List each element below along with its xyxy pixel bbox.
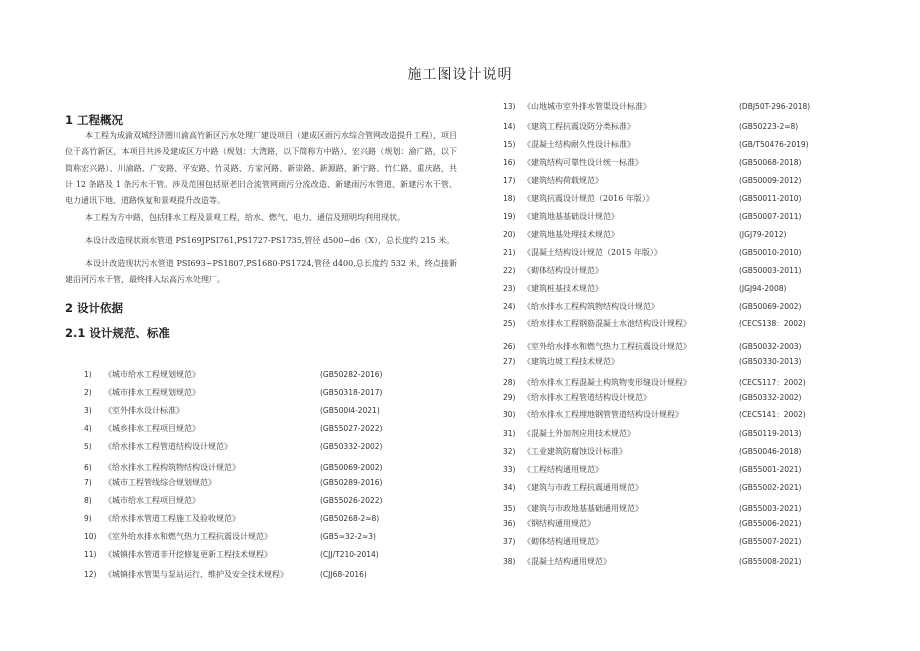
standard-item	[503, 193, 903, 205]
standard-number: 22)	[503, 266, 516, 275]
standard-number: 29)	[503, 393, 516, 402]
standard-code: (GB55026-2022)	[320, 496, 383, 505]
standard-name: 《城市排水工程规划规范》	[104, 388, 200, 397]
standard-item	[84, 495, 484, 507]
standard-item	[503, 446, 903, 458]
standard-item	[503, 377, 903, 389]
standard-code: (GB55006-2021)	[739, 519, 802, 528]
standard-item	[503, 518, 903, 530]
standard-number: 3)	[84, 406, 92, 415]
standard-number: 33)	[503, 465, 516, 474]
standard-number: 20)	[503, 230, 516, 239]
standard-name: 《室外排水设计标准》	[104, 406, 184, 415]
standard-name: 《给水排水工程钢筋混凝土水池结构设计规程》	[523, 319, 691, 328]
page-title: 施工图设计说明	[407, 67, 513, 83]
standard-name: 《室外给水排水和燃气热力工程抗震设计规范》	[523, 342, 691, 351]
standard-item	[503, 556, 903, 568]
standard-name: 《给水排水工程管道结构设计规范》	[523, 393, 651, 402]
standard-number: 38)	[503, 557, 516, 566]
standard-code: (GB50010-2010)	[739, 248, 802, 257]
standard-name: 《建筑与市政工程抗震通用规范》	[523, 483, 643, 492]
standard-item	[503, 157, 903, 169]
standard-item	[503, 301, 903, 313]
standard-code: (GB50068-2018)	[739, 158, 802, 167]
standard-code: (GB50332-2002)	[739, 393, 802, 402]
standard-name: 《混凝土外加剂应用技术规范》	[523, 429, 635, 438]
standard-name: 《城镇排水管渠与泵站运行、维护及安全技术规程》	[104, 570, 288, 579]
standard-code: (GB5≈32-2≈3)	[320, 532, 376, 541]
standard-item	[503, 211, 903, 223]
standard-item	[503, 318, 903, 330]
standard-code: (GB50289-2016)	[320, 478, 383, 487]
standard-number: 37)	[503, 537, 516, 546]
standard-name: 《给水排水工程埋地钢管管道结构设计规程》	[523, 410, 683, 419]
standard-item	[503, 229, 903, 241]
standard-item	[503, 341, 903, 353]
standard-code: (GB55001-2021)	[739, 465, 802, 474]
standard-code: (CJJ68-2016)	[320, 570, 367, 579]
standard-number: 2)	[84, 388, 92, 397]
standard-number: 21)	[503, 248, 516, 257]
standard-code: (GB/T50476-2019)	[739, 140, 809, 149]
standard-code: (GB50069-2002)	[739, 302, 802, 311]
standard-number: 9)	[84, 514, 92, 523]
section-heading-basis: 2 设计依据	[65, 301, 124, 315]
standard-name: 《给水排水工程构筑物结构设计规范》	[104, 463, 240, 472]
standard-item	[503, 503, 903, 515]
standard-code: (GB50011-2010)	[739, 194, 802, 203]
standard-name: 《给水排水工程混凝土构筑物变形缝设计规程》	[523, 378, 691, 387]
standard-item	[84, 369, 484, 381]
standard-number: 31)	[503, 429, 516, 438]
standard-number: 23)	[503, 284, 516, 293]
standard-item	[84, 387, 484, 399]
standard-number: 13)	[503, 102, 516, 111]
standard-name: 《钢结构通用规范》	[523, 519, 595, 528]
standard-name: 《室外给水排水和燃气热力工程抗震设计规范》	[104, 532, 272, 541]
standard-code: (GB50119-2013)	[739, 429, 802, 438]
standard-item	[503, 392, 903, 404]
standard-name: 《工业建筑防腐蚀设计标准》	[523, 447, 627, 456]
standard-item	[84, 531, 484, 543]
standard-item	[503, 356, 903, 368]
standard-code: (CJJ/T210-2014)	[320, 550, 379, 559]
standard-item	[503, 536, 903, 548]
standard-code: (GB50046-2018)	[739, 447, 802, 456]
standard-code: (DBJ50T-296-2018)	[739, 102, 811, 111]
standard-name: 《山地城市室外排水管渠设计标准》	[523, 102, 651, 111]
standard-name: 《城市给水工程项目规范》	[104, 496, 200, 505]
standard-name: 《建筑边坡工程技术规范》	[523, 357, 619, 366]
standard-code: (GB50007-2011)	[739, 212, 802, 221]
standard-item	[84, 569, 484, 581]
standard-item	[84, 462, 484, 474]
standard-code: (GB500l4-2021)	[320, 406, 380, 415]
standard-number: 25)	[503, 319, 516, 328]
standard-name: 《城乡排水工程项目规范》	[104, 424, 200, 433]
standard-code: (GB55007-2021)	[739, 537, 802, 546]
standard-item	[84, 513, 484, 525]
standard-name: 《混凝土结构设计规范（2015 年版）》	[523, 248, 662, 257]
standard-number: 35)	[503, 504, 516, 513]
standard-code: (CECS141：2002)	[739, 410, 806, 419]
standard-number: 5)	[84, 442, 92, 451]
standard-name: 《给水排水工程管道结构设计规范》	[104, 442, 232, 451]
standard-item	[84, 441, 484, 453]
standard-name: 《城市给水工程规划规范》	[104, 370, 200, 379]
standard-code: (GB50223-2≈8)	[739, 122, 799, 131]
standard-number: 36)	[503, 519, 516, 528]
standard-code: (GB55002-2021)	[739, 483, 802, 492]
standard-item	[84, 549, 484, 561]
standard-item	[503, 139, 903, 151]
standard-name: 《混凝土结构耐久性设计标准》	[523, 140, 635, 149]
overview-paragraph-4: 本设计改造现状污水管道 PSI693~PS1807,PS1680-PS1724,管径 d400,总长度约 532 米，终点接新建沿河污水干管，最终排入坛高污水处理厂。	[65, 259, 457, 285]
standard-code: (GB50332-2002)	[320, 442, 383, 451]
standard-number: 18)	[503, 194, 516, 203]
standard-name: 《砌体结构设计规范》	[523, 266, 603, 275]
standard-name: 《建筑工程抗震设防分类标准》	[523, 122, 635, 131]
standard-number: 7)	[84, 478, 92, 487]
standard-code: (GB50330-2013)	[739, 357, 802, 366]
standard-item	[503, 265, 903, 277]
standard-number: 6)	[84, 463, 92, 472]
standard-item	[503, 175, 903, 187]
standard-code: (GB55008-2021)	[739, 557, 802, 566]
standard-number: 27)	[503, 357, 516, 366]
standard-number: 8)	[84, 496, 92, 505]
standard-number: 26)	[503, 342, 516, 351]
overview-paragraph-3: 本设计改造现状雨水管道 PS169JPSI761,PS1727-PS1735,管径 d500~d6（X），总长度约 215 米。	[85, 236, 455, 245]
standard-item	[503, 464, 903, 476]
standard-number: 28)	[503, 378, 516, 387]
standard-name: 《建筑与市政地基基础通用规范》	[523, 504, 643, 513]
standard-item	[503, 482, 903, 494]
standard-item	[84, 423, 484, 435]
standard-code: (CECS117：2002)	[739, 378, 806, 387]
standard-name: 《给水排水管道工程施工及验收规范》	[104, 514, 240, 523]
standard-number: 11)	[84, 550, 97, 559]
standard-code: (GB55027-2022)	[320, 424, 383, 433]
standard-number: 12)	[84, 570, 97, 579]
standard-code: (GB50009-2012)	[739, 176, 802, 185]
standard-name: 《建筑抗震设计规范（2016 年版）》	[523, 194, 654, 203]
standard-name: 《建筑桩基技术规范》	[523, 284, 603, 293]
standard-code: (JGJ79-2012)	[739, 230, 787, 239]
standard-number: 4)	[84, 424, 92, 433]
standard-item	[84, 405, 484, 417]
standard-item	[503, 247, 903, 259]
standard-name: 《给水排水工程构筑物结构设计规范》	[523, 302, 659, 311]
standard-item	[503, 428, 903, 440]
standard-code: (CECS138：2002)	[739, 319, 806, 328]
standard-item	[503, 121, 903, 133]
standard-number: 24)	[503, 302, 516, 311]
standard-name: 《砌体结构通用规范》	[523, 537, 603, 546]
overview-paragraph-2: 本工程为方中路，包括排水工程及景观工程，给水、燃气、电力、通信及照明均利用现状。	[85, 213, 405, 222]
overview-paragraph-1: 本工程为成渝双城经济圈川渝高竹新区污水处理厂建设项目（建成区雨污水综合管网改造提升工程），项目位于高竹新区，本项目共涉及建成区方中路（规划：大湾路，以下简称方中路）、宏兴路（规划：渝广路，以下简称宏兴路）、川渝路、广安路、平安路、竹灵路、方家河路、新崇路、新源路、新宁路、竹仁路、重庆路，共计 12 条路及 1 条污水干管。涉及范围包括原老旧合流管网雨污分流改造、新建雨污水管道、新建污水干管、电力通讯下地、道路恢复和景观提升改造等。	[65, 131, 457, 206]
standard-name: 《混凝土结构通用规范》	[523, 557, 611, 566]
standard-code: (GB50282-2016)	[320, 370, 383, 379]
standard-code: (GB50003-2011)	[739, 266, 802, 275]
standard-number: 1)	[84, 370, 92, 379]
section-heading-standards: 2.1 设计规范、标准	[65, 326, 170, 340]
standard-code: (GB50318-2017)	[320, 388, 383, 397]
standard-code: (GB50032-2003)	[739, 342, 802, 351]
standard-name: 《建筑结构荷载规范》	[523, 176, 603, 185]
standard-name: 《城镇排水管道非开挖修复更新工程技术规程》	[104, 550, 272, 559]
standard-item	[84, 477, 484, 489]
standard-number: 17)	[503, 176, 516, 185]
standard-item	[503, 409, 903, 421]
standard-name: 《城市工程管线综合规划规范》	[104, 478, 216, 487]
standard-code: (GB50268-2≈8)	[320, 514, 380, 523]
standard-name: 《建筑地基基础设计规范》	[523, 212, 619, 221]
section-heading-overview: 1 工程概况	[65, 113, 124, 127]
standard-code: (GB50069-2002)	[320, 463, 383, 472]
standard-name: 《工程结构通用规范》	[523, 465, 603, 474]
standard-number: 30)	[503, 410, 516, 419]
standard-number: 19)	[503, 212, 516, 221]
standard-number: 15)	[503, 140, 516, 149]
standard-name: 《建筑地基处理技术规范》	[523, 230, 619, 239]
standard-number: 16)	[503, 158, 516, 167]
standard-number: 14)	[503, 122, 516, 131]
standard-name: 《建筑结构可靠性设计统一标准》	[523, 158, 643, 167]
standard-code: (GB55003-2021)	[739, 504, 802, 513]
standard-number: 34)	[503, 483, 516, 492]
standard-item	[503, 101, 903, 113]
standard-item	[503, 283, 903, 295]
standard-number: 10)	[84, 532, 97, 541]
standard-number: 32)	[503, 447, 516, 456]
standard-code: (JGJ94-2008)	[739, 284, 787, 293]
